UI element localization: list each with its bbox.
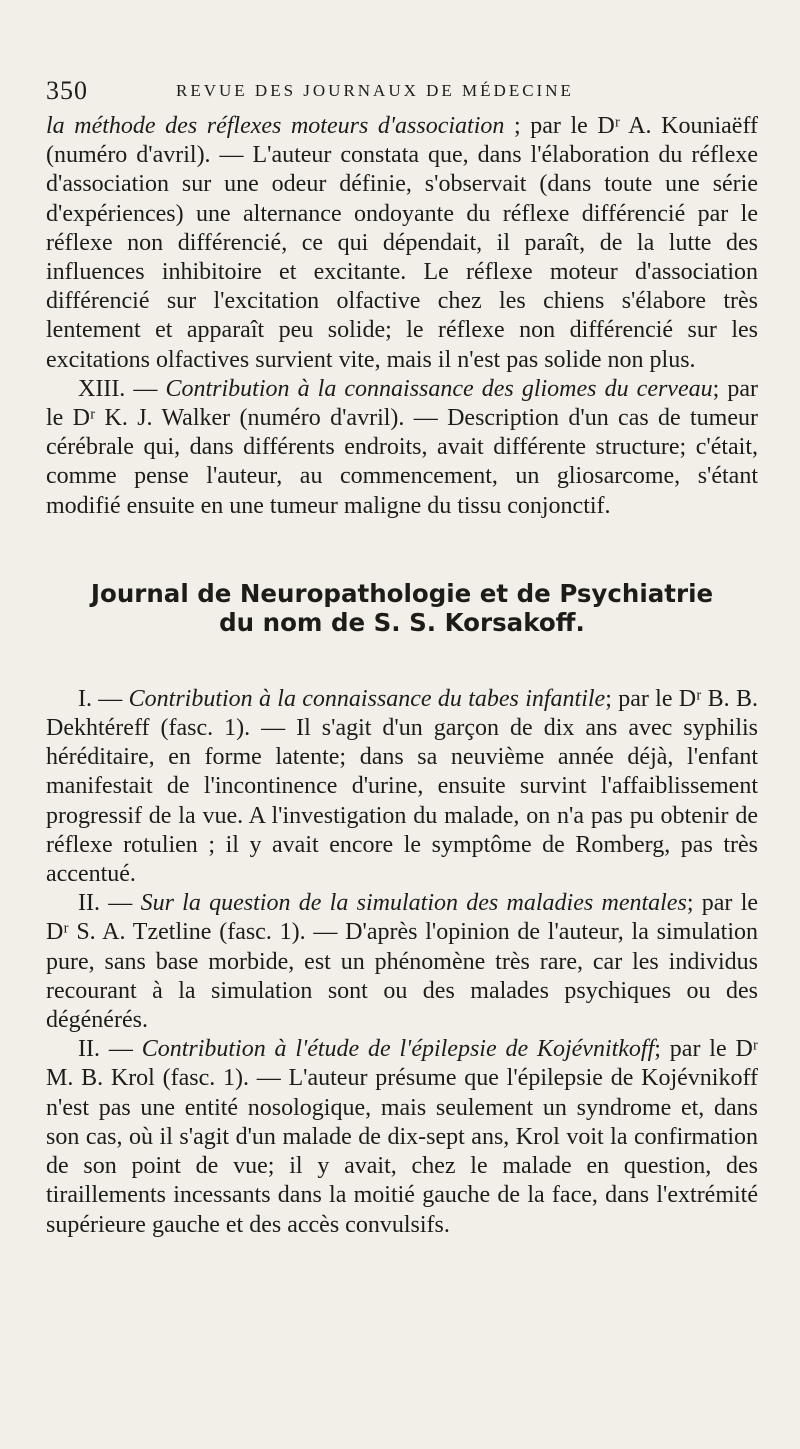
article-title: la méthode des réflexes moteurs d'association [46, 113, 505, 139]
paragraph-body: ; par le Dʳ S. A. Tzetline (fasc. 1). — D'après l'opinion de l'auteur, la simulation pure, sans base morbide, est un phénomène très rare, car les individus recourant à la simulation sont ou des malades psychiques ou des dégénérés. [46, 890, 759, 1034]
paragraph-body: ; par le Dʳ K. J. Walker (numéro d'avril). — Description d'un cas de tumeur cérébrale qui, dans différents endroits, avait différente structure; c'était, comme pense l'auteur, au commencement, un gliosarcome, s'étant modifié ensuite en une tumeur maligne du tissu conjonctif. [46, 375, 758, 519]
paragraph-body: ; par le Dʳ M. B. Krol (fasc. 1). — L'auteur présume que l'épilepsie de Kojévnikoff n'est pas une entité nosologique, mais seulement un syndrome et, dans son cas, où il s'agit d'un malade de dix-sept ans, Krol voit la confirmation de son point de vue; il y avait, chez le malade en question, des tiraillements incessants dans la moitié gauche de la face, dans l'extrémité supérieure gauche et des accès convulsifs. [46, 1036, 759, 1238]
paragraph-tabes-infantile [46, 685, 758, 889]
article-number: XIII. — [78, 375, 166, 402]
article-title: Contribution à la connaissance du tabes infantile [128, 685, 606, 712]
paragraph-body: ; par le Dʳ A. Kouniaëff (numéro d'avril). — L'auteur constata que, dans l'élaboration du réflexe d'association sur une odeur définie, s'observait (dans toute une série d'expériences) une alternance ondoyante du réflexe différencié par le réflexe non différencié, ce qui dépendait, il paraît, de la lutte des influences inhibitoire et excitante. Le réflexe moteur d'association différencié sur l'excitation olfactive chez les chiens s'élabore très lentement et apparaît peu solide; le réflexe non différencié sur les excitations olfactives survient vite, mais il n'est pas solide non plus. [46, 113, 758, 373]
paragraph-epilepsie [46, 1035, 758, 1239]
paragraph-simulation [46, 889, 758, 1035]
section-heading-line-1: Journal de Neuropathologie et de Psychiatrie [90, 578, 714, 608]
paragraph-gliomes [46, 375, 758, 521]
journal-header-title: REVUE DES JOURNAUX DE MÉDECINE [176, 81, 574, 100]
section-heading [46, 579, 758, 637]
article-number: II. — [78, 1036, 142, 1063]
article-title: Contribution à l'étude de l'épilepsie de Kojévnitkoff [141, 1036, 655, 1063]
article-number: II. — [78, 890, 141, 917]
section-heading-line-2: du nom de S. S. Korsakoff. [219, 607, 585, 637]
article-title: Contribution à la connaissance des gliomes du cerveau [165, 375, 713, 402]
article-number: I. — [78, 685, 129, 712]
running-header [46, 76, 758, 112]
article-title: Sur la question de la simulation des maladies mentales [140, 890, 687, 917]
paragraph-body: ; par le Dʳ B. B. Dekhtéreff (fasc. 1). — Il s'agit d'un garçon de dix ans avec syphilis héréditaire, en forme latente; dans sa neuvième année déjà, l'enfant manifestait de l'incontinence d'urine, ensuite survint l'affaiblissement progressif de la vue. A l'investigation du malade, on n'a pas pu obtenir de réflexe rotulien ; il y avait encore le symptôme de Romberg, pas très accentué. [46, 685, 758, 888]
page-number: 350 [46, 76, 88, 105]
paragraph-reflexes-association [46, 112, 758, 375]
